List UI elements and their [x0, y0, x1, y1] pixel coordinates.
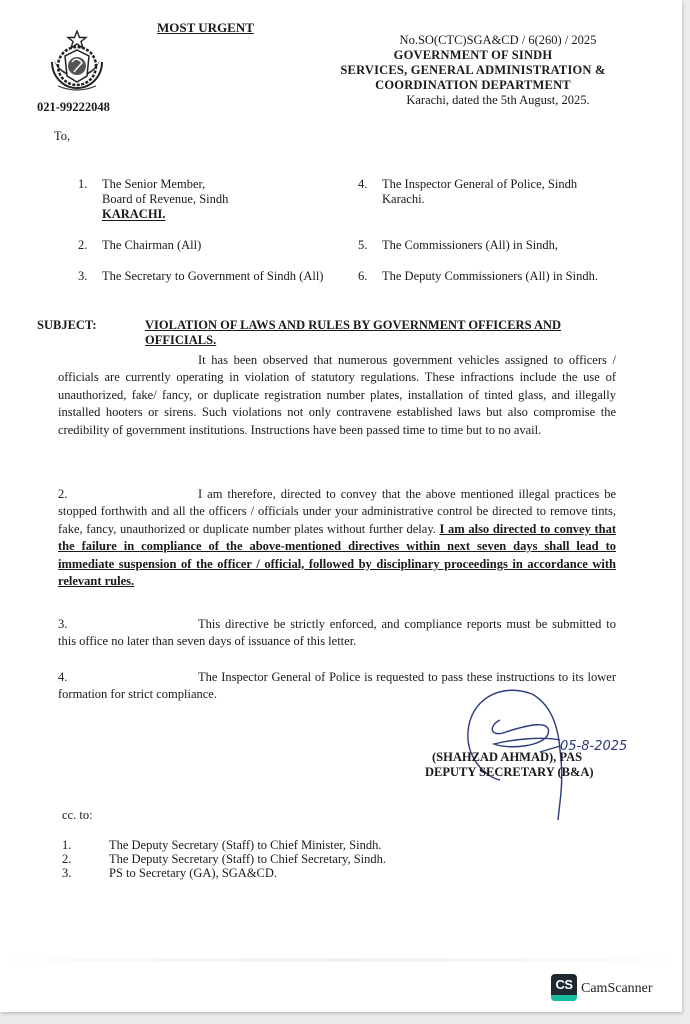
addressee-number: 4. [358, 177, 368, 191]
camscanner-logo-icon: CS [551, 974, 577, 1001]
addressee-number: 5. [358, 238, 368, 252]
addressee-city: KARACHI. [102, 207, 166, 221]
cc-text: The Deputy Secretary (Staff) to Chief Minister, Sindh. [109, 838, 382, 852]
salutation: To, [54, 129, 71, 143]
paragraph-emphasis: I am also directed to convey that the failure in compliance of the above-mentioned directives within next seven days shall lead to immediate suspension of the officer / official, followed by disciplinary proceedings in accordance with relevant rules. [58, 521, 616, 589]
letterhead [320, 33, 626, 108]
paragraph-text: The Inspector General of Police is requested to pass these instructions to its lower formation for strict compliance. [58, 670, 616, 702]
department-line-1: SERVICES, GENERAL ADMINISTRATION & [340, 63, 606, 77]
signature-date: 05-8-2025 [560, 739, 628, 754]
reference-number: No.SO(CTC)SGA&CD / 6(260) / 2025 [399, 33, 597, 47]
government-name: GOVERNMENT OF SINDH [393, 48, 553, 62]
addressee-line: Karachi. [382, 192, 425, 206]
cc-number: 3. [62, 866, 72, 880]
paragraph-text: I am therefore, directed to convey that the above mentioned illegal practices be stopped forthwith and all the officers / officials under your administrative control be directed to remove tints, fake, fancy, unauthorized or duplicate number plates without further delay. [58, 487, 616, 536]
paragraph-number: 3. [58, 617, 68, 631]
sindh-government-emblem-icon [46, 30, 108, 96]
addressee-line: The Secretary to Government of Sindh (All) [102, 269, 324, 283]
cc-text: PS to Secretary (GA), SGA&CD. [109, 866, 278, 880]
department-line-2: COORDINATION DEPARTMENT [375, 78, 571, 92]
signatory-title: DEPUTY SECRETARY (B&A) [425, 765, 594, 779]
date-line: Karachi, dated the 5th August, 2025. [406, 93, 590, 107]
addressee-line: The Chairman (All) [102, 238, 202, 252]
addressee-line: The Commissioners (All) in Sindh, [382, 238, 559, 252]
urgency-label: MOST URGENT [157, 20, 254, 35]
addressee-line: The Inspector General of Police, Sindh [382, 177, 578, 191]
cc-number: 1. [62, 838, 72, 852]
phone-number: 021-99222048 [37, 100, 110, 114]
subject-label: SUBJECT: [37, 318, 97, 332]
paragraph-number: 2. [58, 487, 68, 501]
scan-bleed-through [0, 958, 682, 962]
cc-label: cc. to: [62, 808, 93, 822]
paragraph-text: It has been observed that numerous government vehicles assigned to officers / officials are currently operating in violation of statutory regulations. These infractions include the use of unauthorized, fake/ fancy, or duplicate registration number plates, installation of tinted glass, and illegally installed hooters or sirens. Such violations not only contravene established laws but also compromise the credibility of government institutions. Instructions have been passed time to time but to no avail. [58, 353, 616, 437]
cc-number: 2. [62, 852, 72, 866]
paragraph-number: 4. [58, 670, 68, 684]
signatory-name: (SHAHZAD AHMAD), PAS [432, 750, 583, 764]
paragraph-text: This directive be strictly enforced, and compliance reports must be submitted to this office no later than seven days of issuance of this letter. [58, 617, 616, 649]
addressee-line: The Senior Member, [102, 177, 206, 191]
paragraph-2 [58, 486, 616, 590]
paragraph-1 [58, 352, 616, 439]
addressee-number: 1. [78, 177, 88, 191]
subject-text: VIOLATION OF LAWS AND RULES BY GOVERNMENT OFFICERS AND OFFICIALS. [145, 318, 562, 347]
addressee-line: The Deputy Commissioners (All) in Sindh. [382, 269, 598, 283]
addressee-number: 3. [78, 269, 88, 283]
paragraph-3 [58, 616, 616, 651]
camscanner-watermark: CamScanner [581, 981, 653, 996]
addressee-number: 6. [358, 269, 368, 283]
addressee-line: Board of Revenue, Sindh [102, 192, 229, 206]
addressee-number: 2. [78, 238, 88, 252]
cc-text: The Deputy Secretary (Staff) to Chief Secretary, Sindh. [109, 852, 386, 866]
